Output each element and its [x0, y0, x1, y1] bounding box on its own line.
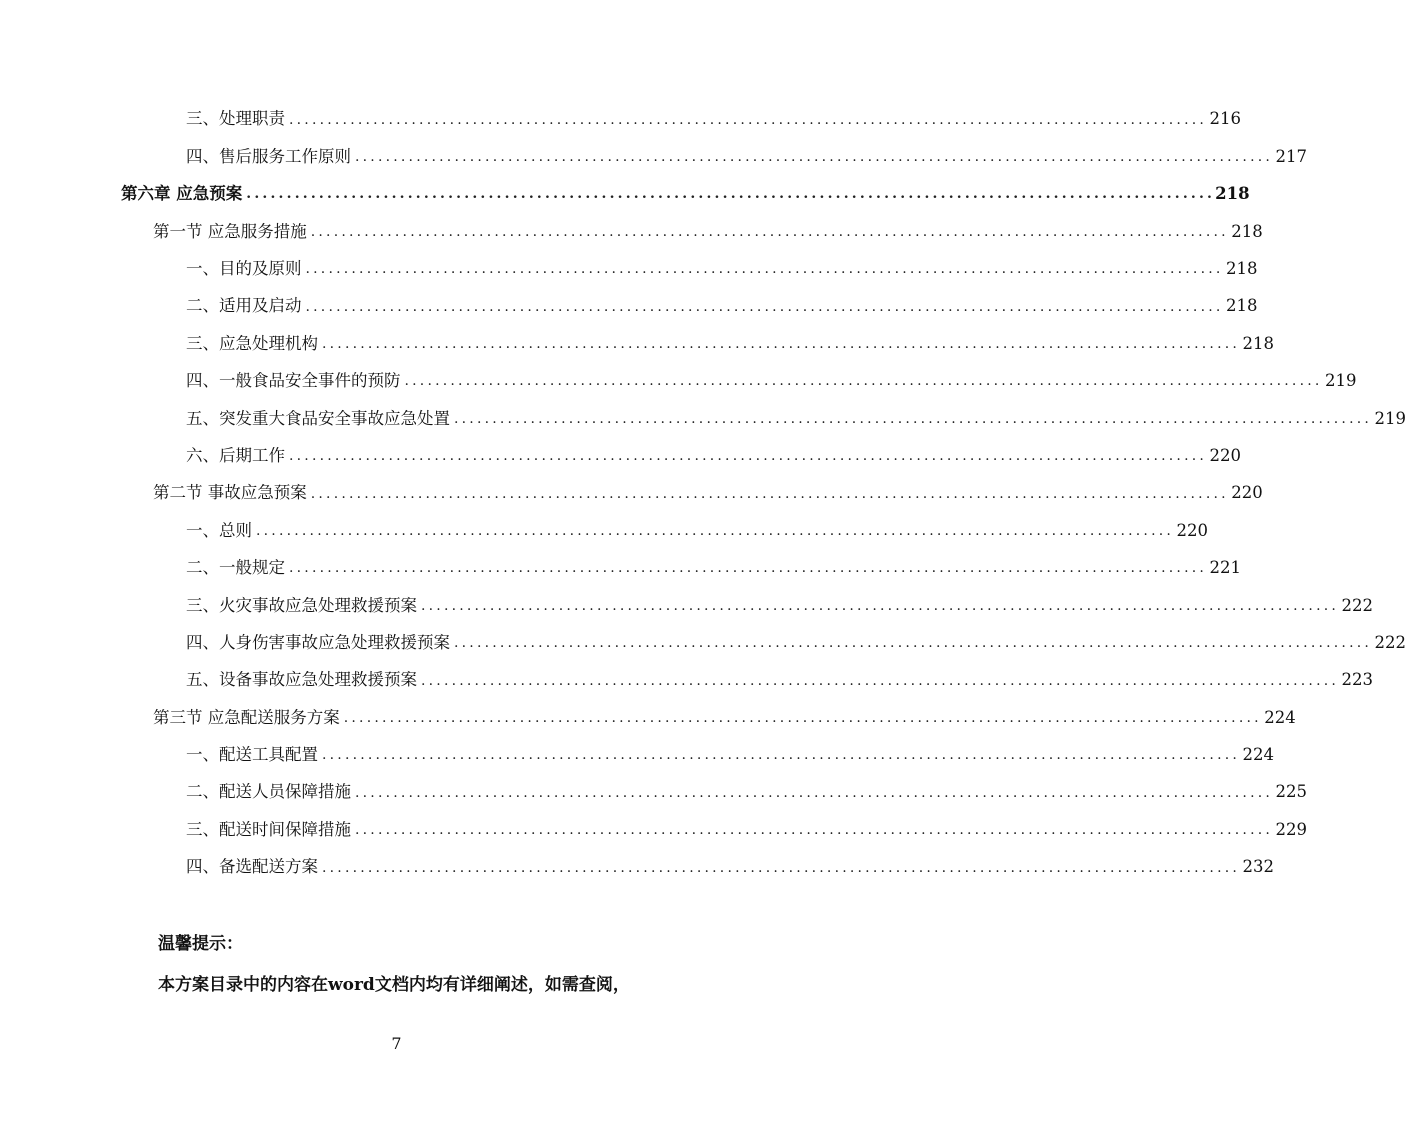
toc-entry-title: 四、备选配送方案 [186, 857, 318, 877]
toc-leader-dots: ........................................................................................................................ [310, 223, 1229, 240]
toc-entry[interactable] [0, 363, 1357, 400]
toc-entry[interactable] [0, 512, 1209, 549]
toc-entry-page: 216 [1209, 109, 1242, 129]
toc-entry[interactable] [0, 475, 1263, 512]
toc-entry-title: 二、适用及启动 [186, 296, 302, 316]
table-of-contents [0, 101, 1406, 886]
toc-leader-dots: ........................................................................................................................ [322, 747, 1241, 764]
toc-entry-title: 四、一般食品安全事件的预防 [186, 371, 401, 391]
toc-entry-title: 三、火灾事故应急处理救援预案 [186, 595, 417, 615]
toc-entry-page: 223 [1341, 670, 1374, 690]
toc-leader-dots: ........................................................................................................................ [256, 522, 1175, 539]
toc-entry-title: 一、总则 [186, 520, 252, 540]
toc-entry[interactable] [0, 176, 1250, 213]
page-number: 7 [391, 1034, 402, 1053]
toc-entry[interactable] [0, 288, 1258, 325]
toc-leader-dots: ........................................................................................................................ [421, 597, 1340, 614]
toc-entry-title: 四、售后服务工作原则 [186, 146, 351, 166]
toc-leader-dots: ........................................................................................................................ [355, 149, 1274, 166]
toc-leader-dots: ........................................................................................................................ [355, 784, 1274, 801]
notice-title: 温馨提示： [158, 934, 243, 954]
toc-entry[interactable] [0, 774, 1308, 811]
toc-entry-title: 二、配送人员保障措施 [186, 782, 351, 802]
toc-leader-dots: ........................................................................................................................ [289, 448, 1208, 465]
toc-entry[interactable] [0, 587, 1374, 624]
notice-text: 本方案目录中的内容在word文档内均有详细阐述，如需查阅， [158, 975, 630, 995]
toc-entry-page: 218 [1226, 296, 1258, 316]
toc-entry[interactable] [0, 251, 1258, 288]
toc-entry-page: 220 [1209, 445, 1242, 465]
toc-entry[interactable] [0, 325, 1275, 362]
toc-leader-dots: ........................................................................................................................ [322, 336, 1241, 353]
toc-entry-title: 第六章 应急预案 [121, 184, 243, 204]
toc-entry-page: 218 [1242, 333, 1275, 353]
toc-leader-dots: ........................................................................................................................ [454, 635, 1373, 652]
toc-entry-title: 一、目的及原则 [186, 259, 302, 278]
toc-leader-dots: ........................................................................................................................ [454, 410, 1373, 427]
toc-entry-title: 一、配送工具配置 [186, 745, 318, 765]
toc-leader-dots: ........................................................................................................................ [355, 822, 1274, 839]
toc-entry-page: 218 [1226, 259, 1258, 278]
toc-leader-dots: ........................................................................................................................ [310, 485, 1229, 502]
toc-entry[interactable] [0, 138, 1308, 175]
toc-entry[interactable] [0, 662, 1374, 699]
toc-leader-dots: ........................................................................................................................ [246, 186, 1216, 203]
toc-leader-dots: ........................................................................................................................ [289, 560, 1208, 577]
toc-entry-title: 五、突发重大食品安全事故应急处置 [186, 408, 450, 428]
toc-entry-page: 221 [1209, 558, 1242, 578]
toc-entry-page: 224 [1264, 707, 1296, 727]
toc-entry-page: 222 [1341, 595, 1374, 615]
toc-entry[interactable] [0, 737, 1275, 774]
toc-entry-page: 217 [1275, 146, 1308, 166]
toc-entry-page: 218 [1215, 184, 1250, 204]
toc-leader-dots: ........................................................................................................................ [421, 672, 1340, 689]
toc-entry[interactable] [0, 400, 1406, 437]
toc-entry[interactable] [0, 438, 1242, 475]
toc-leader-dots: ........................................................................................................................ [404, 373, 1323, 390]
toc-entry-title: 五、设备事故应急处理救援预案 [186, 670, 417, 690]
toc-entry-page: 224 [1242, 745, 1275, 765]
toc-entry-title: 三、配送时间保障措施 [186, 819, 351, 839]
toc-entry-title: 三、处理职责 [186, 109, 285, 129]
toc-entry-page: 219 [1374, 408, 1406, 428]
toc-entry-title: 二、一般规定 [186, 558, 285, 578]
toc-entry-title: 六、后期工作 [186, 445, 285, 465]
toc-entry[interactable] [0, 101, 1242, 138]
toc-entry[interactable] [0, 811, 1308, 848]
toc-leader-dots: ........................................................................................................................ [322, 859, 1241, 876]
toc-leader-dots: ........................................................................................................................ [289, 111, 1208, 128]
toc-entry-page: 220 [1176, 520, 1209, 540]
toc-entry-page: 222 [1374, 632, 1406, 652]
toc-entry-page: 225 [1275, 782, 1308, 802]
toc-entry-page: 220 [1231, 483, 1263, 503]
toc-leader-dots: ........................................................................................................................ [343, 709, 1262, 726]
toc-entry-page: 229 [1275, 819, 1308, 839]
toc-entry[interactable] [0, 624, 1406, 661]
toc-entry-title: 四、人身伤害事故应急处理救援预案 [186, 632, 450, 652]
toc-entry[interactable] [0, 699, 1296, 736]
toc-entry-page: 218 [1231, 221, 1263, 241]
toc-leader-dots: ........................................................................................................................ [305, 298, 1224, 315]
toc-entry-title: 第二节 事故应急预案 [153, 483, 307, 503]
toc-entry[interactable] [0, 849, 1275, 886]
toc-entry-title: 三、应急处理机构 [186, 333, 318, 353]
toc-entry-title: 第三节 应急配送服务方案 [153, 707, 340, 727]
toc-entry-page: 232 [1242, 857, 1275, 877]
toc-entry[interactable] [0, 213, 1263, 250]
toc-entry-page: 219 [1325, 371, 1357, 391]
toc-leader-dots: ........................................................................................................................ [305, 261, 1224, 278]
toc-entry[interactable] [0, 550, 1242, 587]
toc-entry-title: 第一节 应急服务措施 [153, 221, 307, 241]
